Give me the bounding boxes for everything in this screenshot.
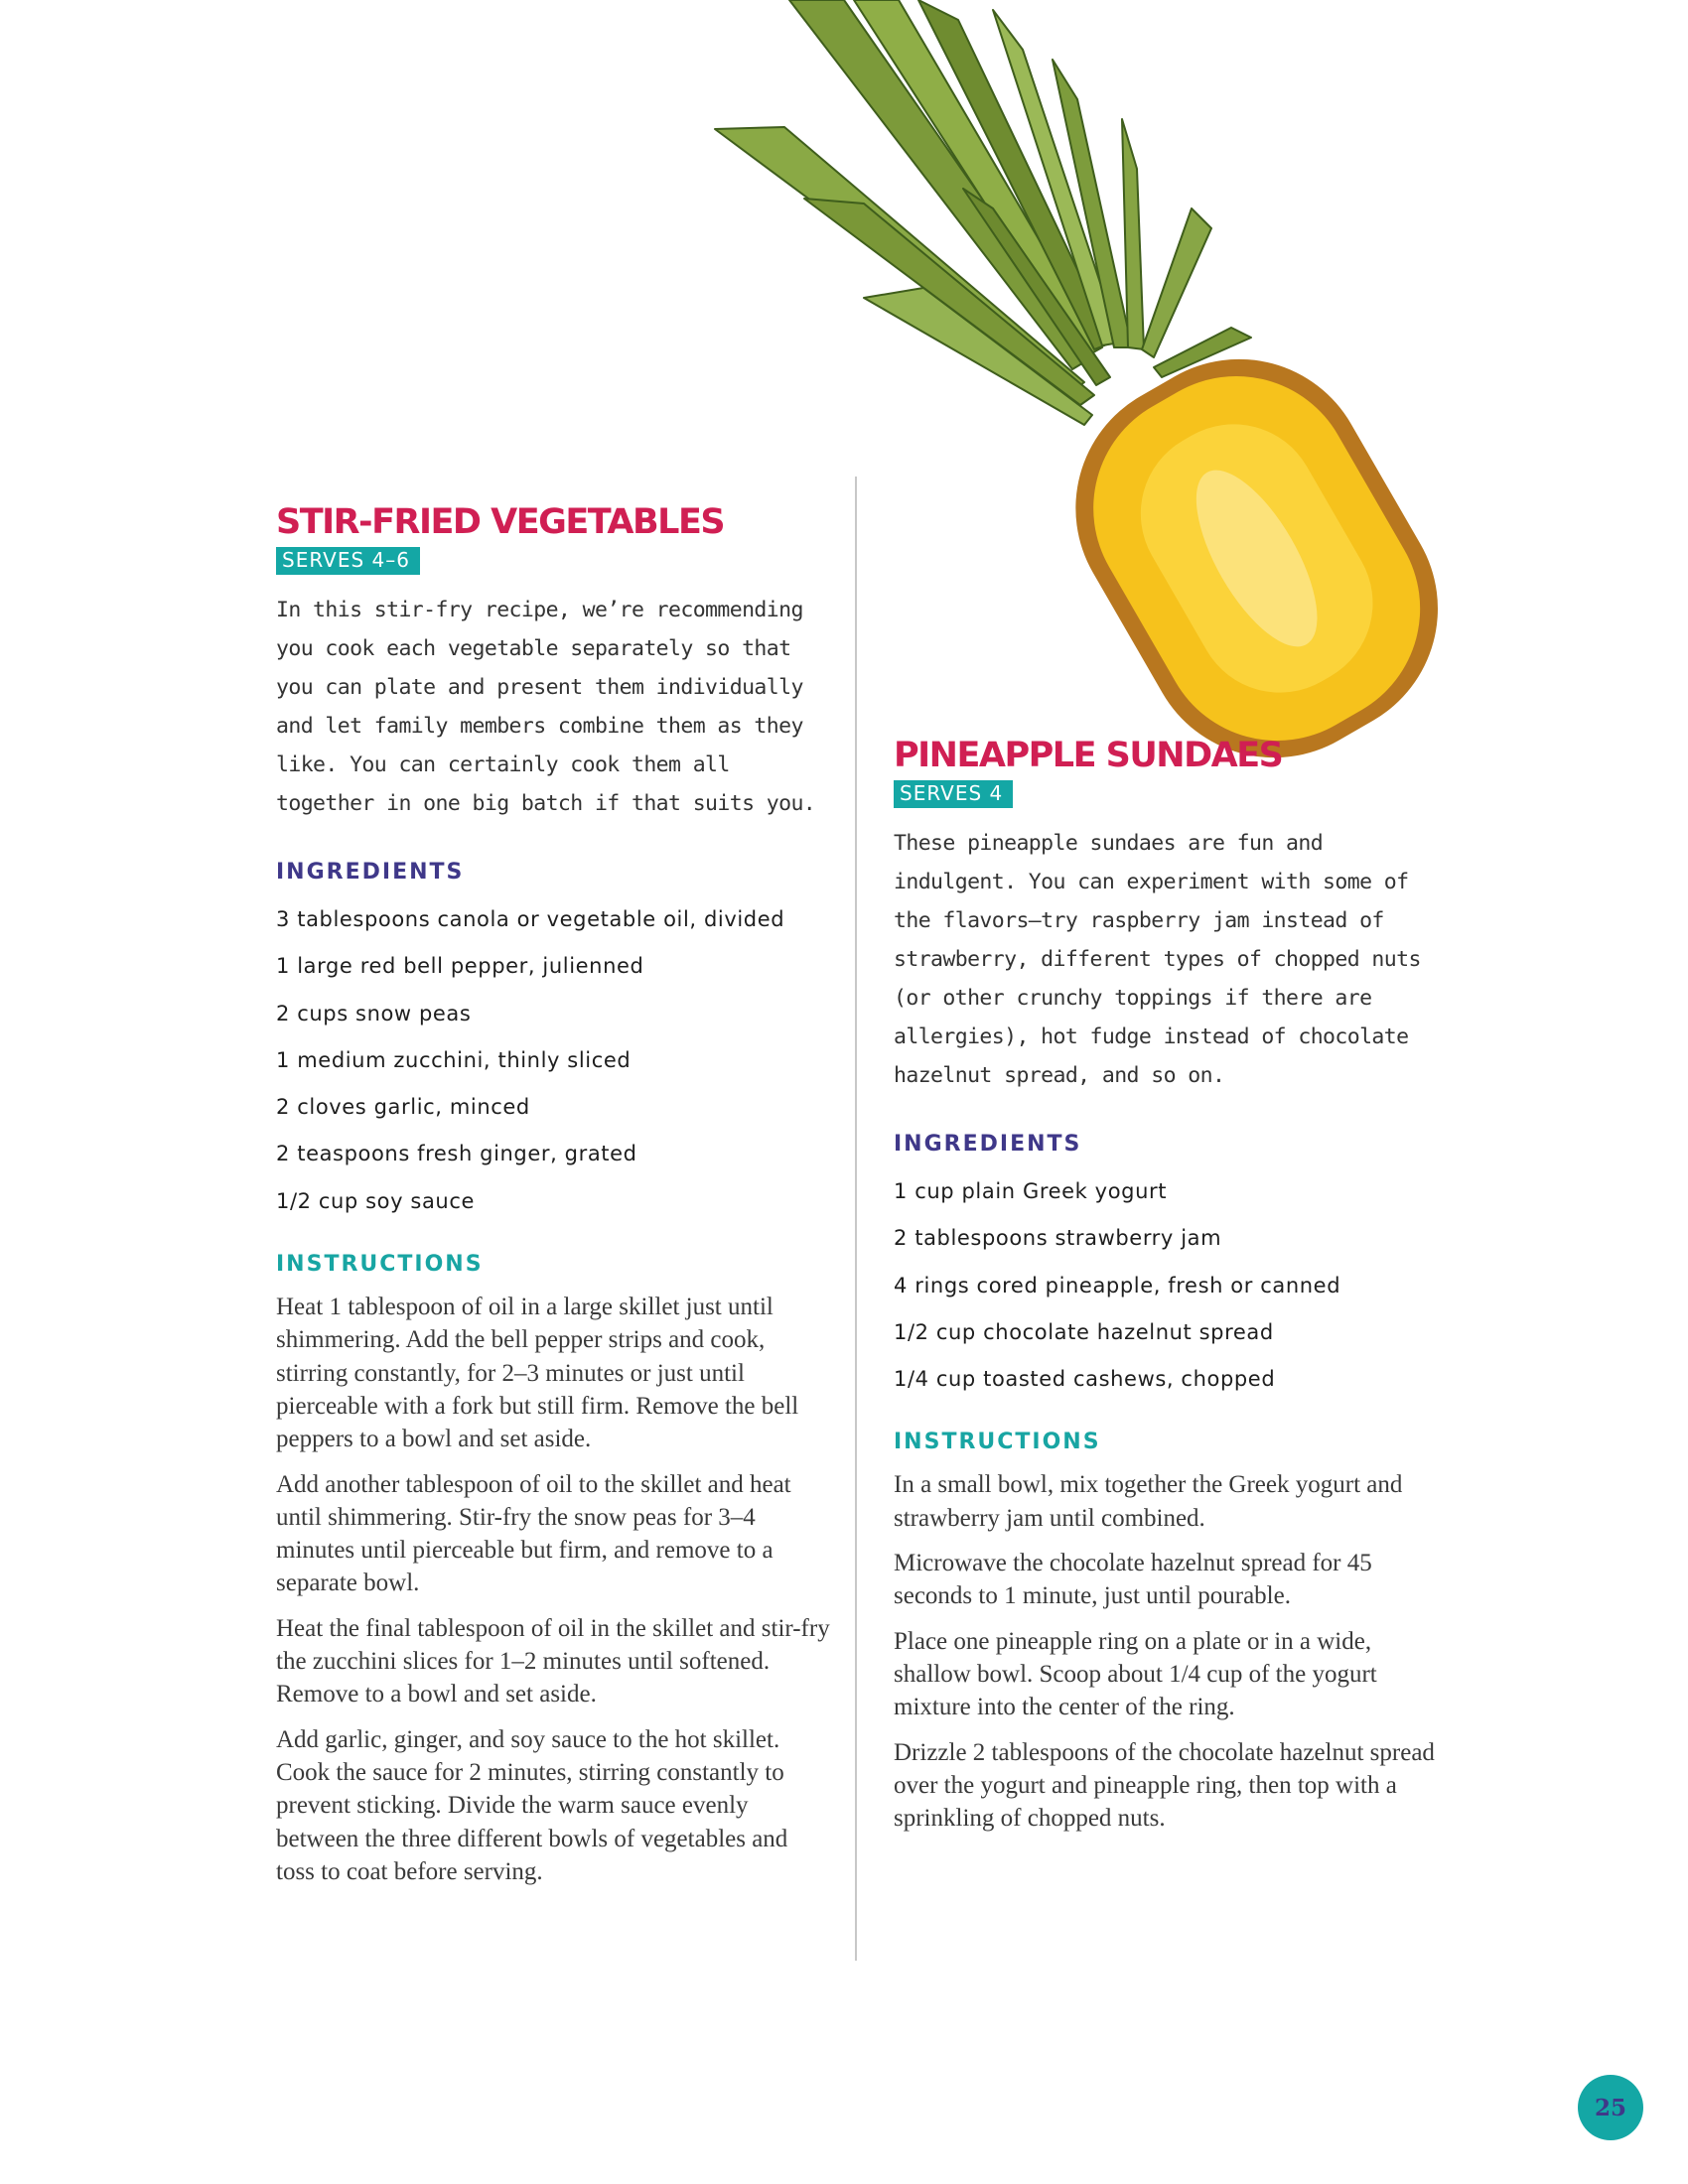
instructions-heading: INSTRUCTIONS — [276, 1252, 484, 1278]
instruction-step: Place one pineapple ring on a plate or in a wide, shallow bowl. Scoop about 1/4 cup of the yogurt mixture into the center of the ring. — [894, 1627, 1377, 1721]
ingredient-item: 2 tablespoons strawberry jam — [894, 1226, 1222, 1251]
ingredient-item: 2 cloves garlic, minced — [276, 1095, 530, 1120]
ingredient-item: 1 large red bell pepper, julienned — [276, 954, 644, 979]
instruction-step: Heat 1 tablespoon of oil in a large skillet just until shimmering. Add the bell pepper strips and cook, stirring constantly, for 2–3 minutes or just until pierceable with a fork but still firm. Remove the bell peppers to a bowl and set aside. — [276, 1294, 799, 1453]
recipe-stir-fried-vegetables — [276, 499, 832, 1900]
instruction-step: Microwave the chocolate hazelnut spread for 45 seconds to 1 minute, just until pourable. — [894, 1550, 1372, 1610]
ingredients-list — [894, 1168, 1435, 1403]
recipe-intro: In this stir-fry recipe, we’re recommending you cook each vegetable separately so that you can plate and present them individually and let family members combine them as they like. You can certainly cook them all together in one big batch if that suits you. — [276, 598, 816, 816]
ingredient-item: 1 medium zucchini, thinly sliced — [276, 1047, 632, 1072]
ingredient-item: 1/2 cup chocolate hazelnut spread — [894, 1319, 1274, 1344]
ingredient-item: 2 cups snow peas — [276, 1001, 472, 1025]
ingredient-item: 4 rings cored pineapple, fresh or canned — [894, 1273, 1341, 1297]
instruction-step: Add another tablespoon of oil to the skillet and heat until shimmering. Stir-fry the snow peas for 3–4 minutes until pierceable but firm, and remove to a separate bowl. — [276, 1470, 791, 1597]
instructions-list — [276, 1291, 832, 1888]
recipe-title: PINEAPPLE SUNDAES — [894, 736, 1283, 775]
recipe-pineapple-sundaes — [894, 733, 1435, 1846]
instructions-heading: INSTRUCTIONS — [894, 1430, 1101, 1455]
ingredient-item: 1 cup plain Greek yogurt — [894, 1179, 1168, 1203]
instructions-list — [894, 1468, 1435, 1835]
instruction-step: Heat the final tablespoon of oil in the skillet and stir-fry the zucchini slices for 1–2 minutes until softened. Remove to a bowl and set aside. — [276, 1614, 830, 1708]
serves-badge: SERVES 4 — [894, 780, 1013, 808]
serves-badge: SERVES 4–6 — [276, 547, 420, 575]
ingredients-list — [276, 896, 832, 1225]
ingredient-item: 3 tablespoons canola or vegetable oil, divided — [276, 907, 785, 931]
ingredient-item: 1/2 cup soy sauce — [276, 1188, 476, 1213]
column-divider — [855, 477, 857, 1961]
recipe-title: STIR-FRIED VEGETABLES — [276, 502, 725, 542]
instruction-step: Drizzle 2 tablespoons of the chocolate hazelnut spread over the yogurt and pineapple ring, then top with a sprinkling of chopped nuts. — [894, 1738, 1435, 1833]
ingredients-heading: INGREDIENTS — [894, 1132, 1082, 1157]
recipe-intro: These pineapple sundaes are fun and indulgent. You can experiment with some of the flavors—try raspberry jam instead of strawberry, different types of chopped nuts (or other crunchy toppings if there are allergies), hot fudge instead of chocolate hazelnut spread, and so on. — [894, 831, 1421, 1088]
page-number-badge: 25 — [1578, 2075, 1643, 2140]
instruction-step: In a small bowl, mix together the Greek yogurt and strawberry jam until combined. — [894, 1471, 1403, 1532]
ingredient-item: 1/4 cup toasted cashews, chopped — [894, 1367, 1276, 1392]
ingredient-item: 2 teaspoons fresh ginger, grated — [276, 1142, 637, 1166]
instruction-step: Add garlic, ginger, and soy sauce to the hot skillet. Cook the sauce for 2 minutes, stirring constantly to prevent sticking. Divide the warm sauce evenly between the three different bowls of vegetables and toss to coat before serving. — [276, 1725, 788, 1885]
ingredients-heading: INGREDIENTS — [276, 860, 465, 885]
